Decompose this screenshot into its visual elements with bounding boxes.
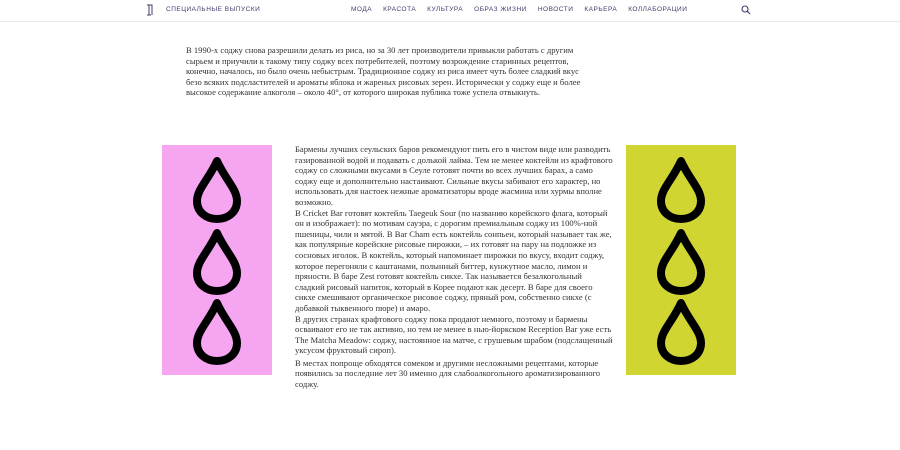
drops-chain-icon [162, 145, 272, 375]
nav-item-lifestyle[interactable]: ОБРАЗ ЖИЗНИ [474, 6, 527, 13]
nav-item-fashion[interactable]: МОДА [351, 6, 373, 13]
article-body [295, 144, 613, 390]
nav-item-career[interactable]: КАРЬЕРА [584, 6, 618, 13]
top-navigation-bar [0, 0, 900, 22]
special-issues-link[interactable]: СПЕЦИАЛЬНЫЕ ВЫПУСКИ [166, 6, 261, 13]
article-paragraph: В других странах крафтового соджу пока продают немного, поэтому и бармены осваивают его не так активно, но тем не менее в нью-йоркском Reception Bar уже есть The Matcha Meadow: соджу, настоянное на матче, с грушевым шрабом (подслащенный уксусом фруктовый сироп). [295, 313, 613, 356]
drops-chain-icon [626, 145, 736, 375]
illustration-left [162, 145, 272, 375]
illustration-right [626, 145, 736, 375]
article-paragraph: Бармены лучших сеульских баров рекомендуют пить его в чистом виде или разводить газированной водой и подавать с долькой лайма. Тем не менее коктейли из крафтового соджу со сложными вкусами в Сеуле готовят почти во всех лучших барах, а само соджу еще и дополнительно настаивают. Сильные вкусы забивают его характер, но использовать для настоек нежные ароматизаторы вроде жасмина или хурмы вполне возможно. [295, 144, 613, 207]
main-nav [351, 6, 698, 13]
nav-item-news[interactable]: НОВОСТИ [537, 6, 574, 13]
article-intro-paragraph: В 1990-х соджу снова разрешили делать из риса, но за 30 лет производители привыкли работать с другим сырьем и приучили к такому типу соджу всех потребителей, поэтому возрождение старинных рецептов, конечно, началось, но было очень небыстрым. Традиционное соджу из риса имеет чуть более сладкий вкус безо всяких подсластителей и ароматы яблока и жареных рисовых зерен. Исторически у соджу еще и более высокое содержание алкоголя – около 40°, от которого широкая публика тоже успела отвыкнуть. [186, 45, 581, 98]
nav-item-collaborations[interactable]: КОЛЛАБОРАЦИИ [628, 6, 688, 13]
logo-icon[interactable] [146, 4, 154, 16]
search-icon[interactable] [741, 5, 751, 15]
nav-item-beauty[interactable]: КРАСОТА [383, 6, 417, 13]
nav-item-culture[interactable]: КУЛЬТУРА [427, 6, 464, 13]
article-paragraph: В местах попроще обходятся сомеком и другими несложными рецептами, которые появились за последние лет 30 именно для слабоалкогольного ароматизированного соджу. [295, 357, 601, 390]
article-paragraph: В Cricket Bar готовят коктейль Taegeuk Sour (по названию корейского флага, который он и изображает): по мотивам сауэра, с дорогим премиальным соджу из 100%-ной пшеницы, чили и мятой. В Bar Cham есть коктейль сонпьен, который называет так же, как популярные корейские рисовые пирожки, – их готовят на пару на подложке из сосновых иголок. В коктейль, который напоминает пирожки по вкусу, входит соджу, которое перегоняли с каштанами, полынный биттер, кунжутное масло, лимон и пряности. В баре Zest готовят коктейль сикхе. Так называется безалкогольный сладкий рисовый напиток, который в Корее подают как десерт. В баре для своего сикхе смешивают органическое рисовое соджу, пряный ром, собственно сикхе (с добавкой тыквенного пюре) и амаро. [295, 207, 612, 313]
